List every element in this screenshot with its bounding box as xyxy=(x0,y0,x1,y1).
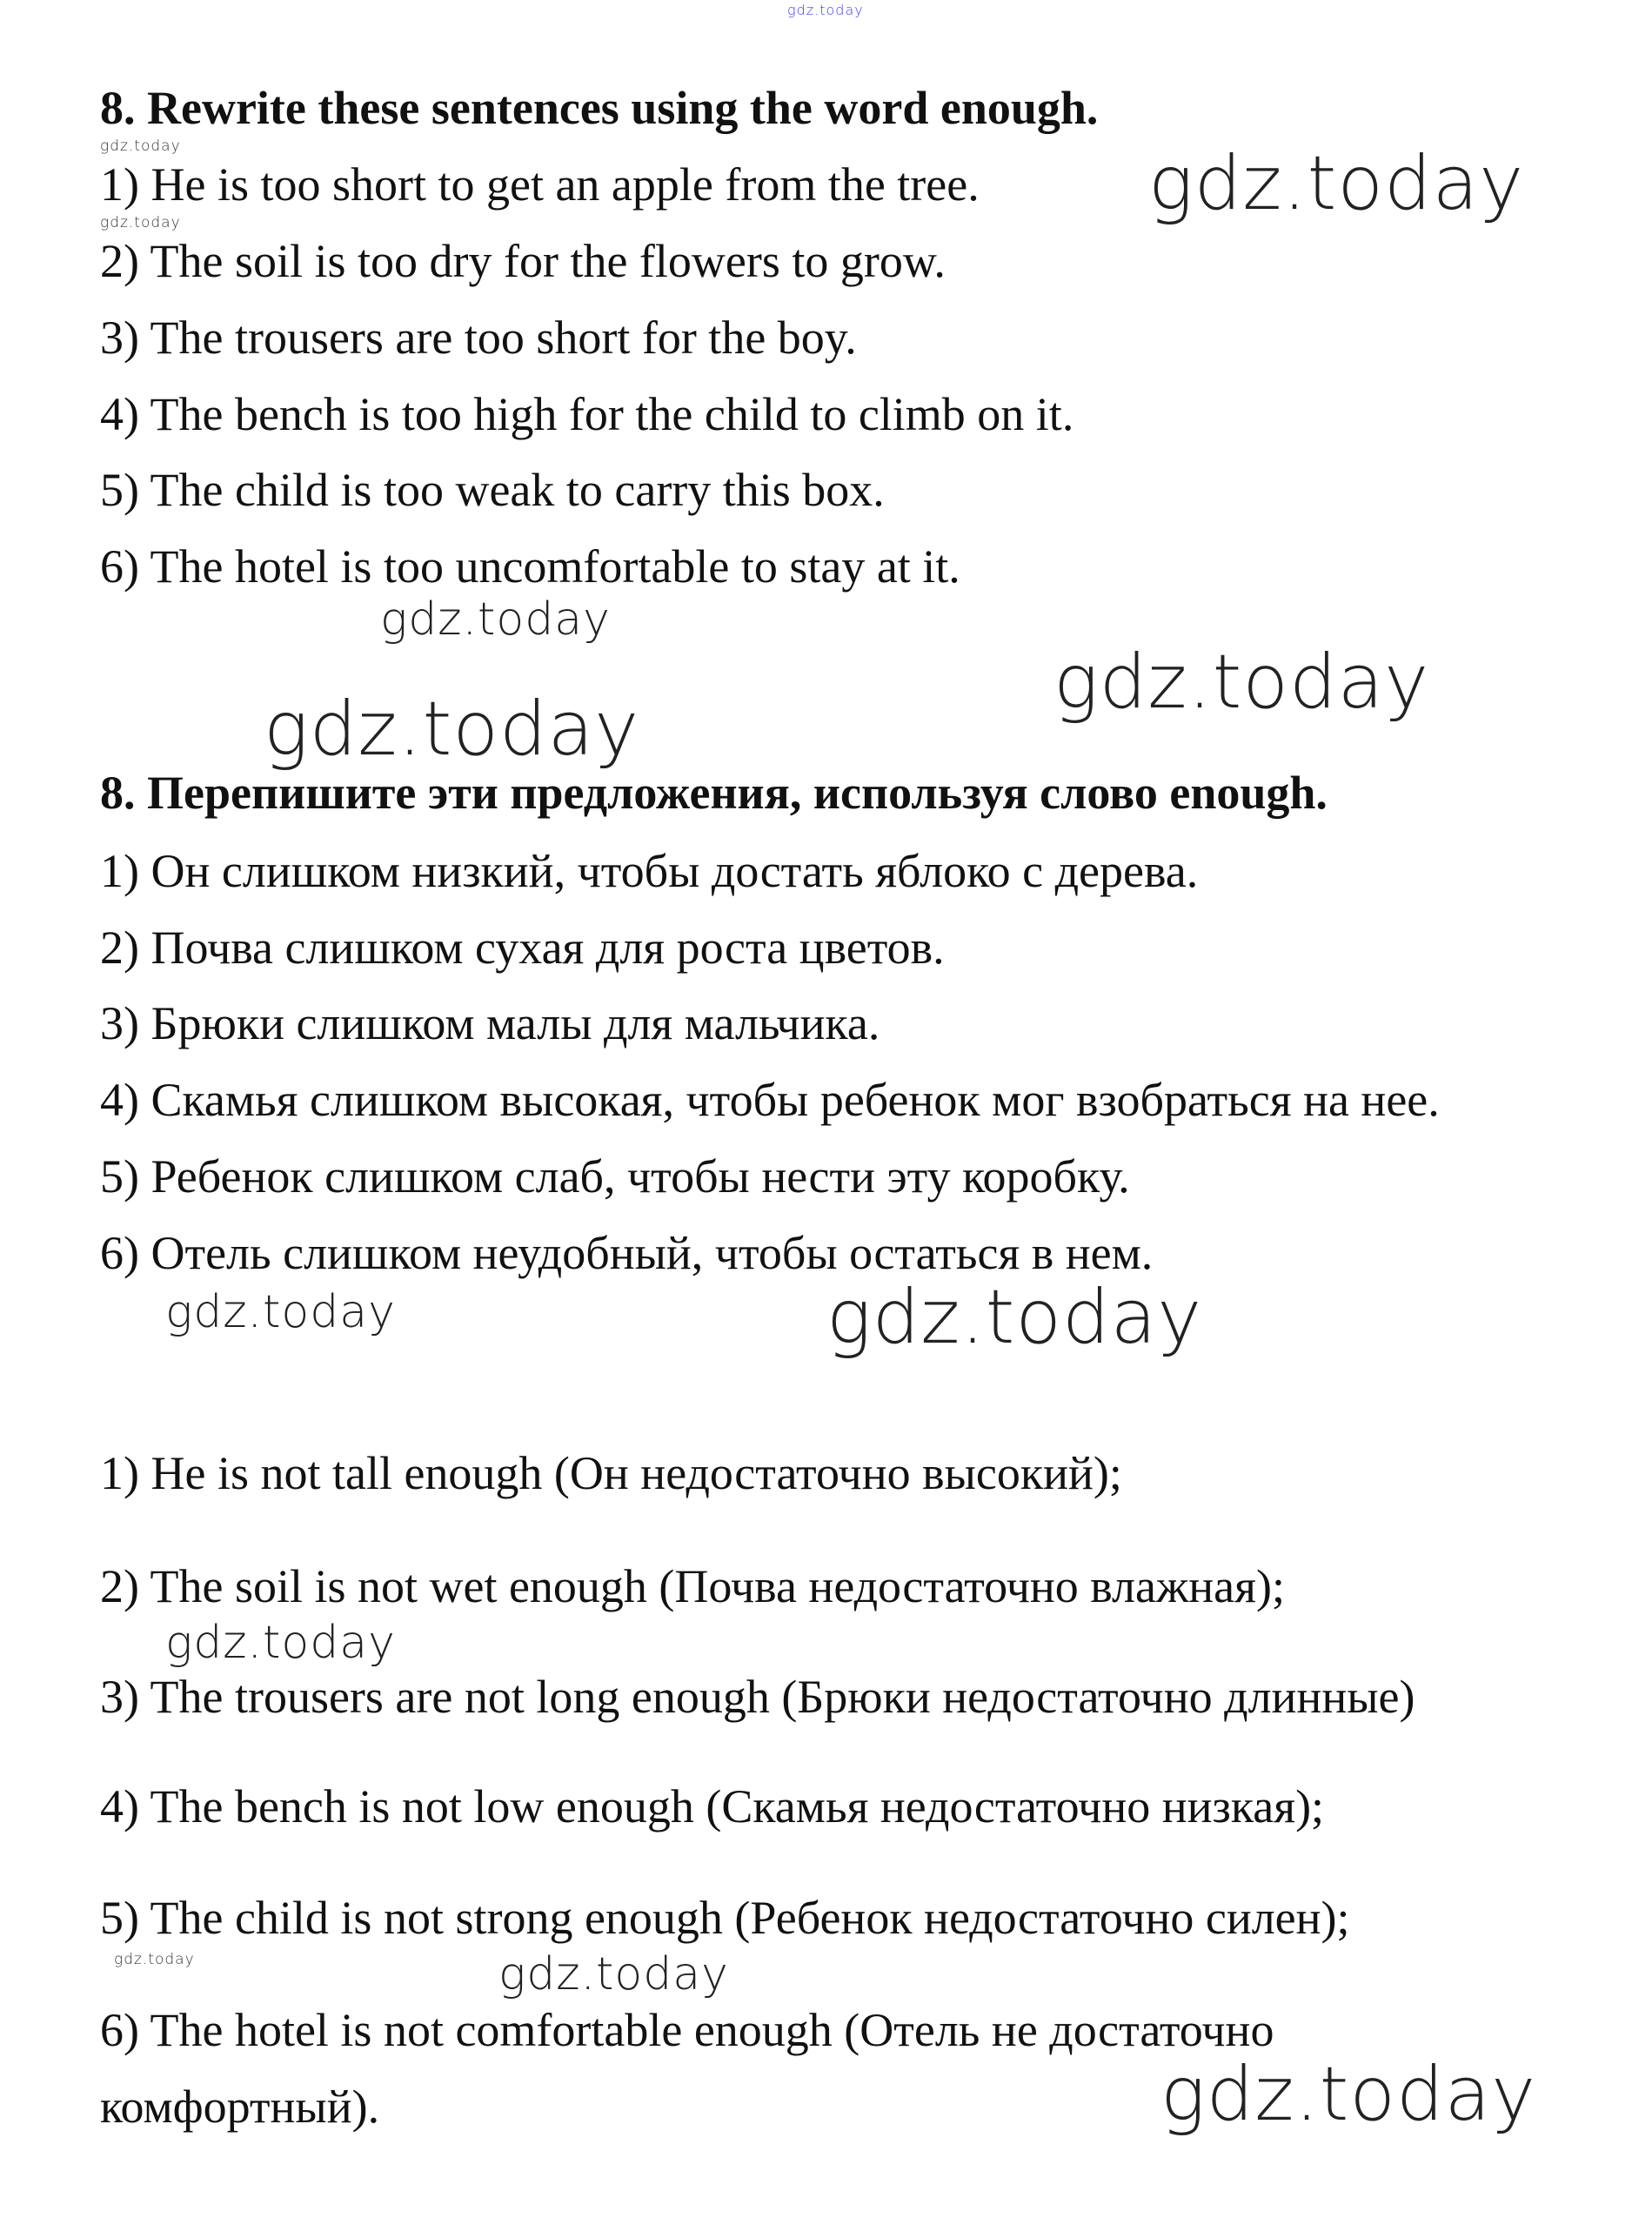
task-item-ru-1: 1) Он слишком низкий, чтобы достать яблоко с дерева. xyxy=(100,845,1199,897)
task-item-en-3: 3) The trousers are too short for the boy. xyxy=(100,312,857,364)
task-item-en-1: 1) He is too short to get an apple from the tree. xyxy=(100,158,980,211)
task-item-en-4: 4) The bench is too high for the child to climb on it. xyxy=(100,388,1074,440)
task-item-ru-5: 5) Ребенок слишком слаб, чтобы нести эту коробку. xyxy=(100,1150,1130,1203)
task-item-ru-6: 6) Отель слишком неудобный, чтобы остаться в нем. xyxy=(100,1227,1154,1279)
watermark: gdz.today xyxy=(1053,639,1430,726)
answer-6-continued: комфортный). xyxy=(100,2081,380,2133)
task-item-en-6: 6) The hotel is too uncomfortable to stay at it. xyxy=(100,540,960,593)
answer-5: 5) The child is not strong enough (Ребенок недостаточно силен); xyxy=(100,1892,1350,1944)
watermark: gdz.today xyxy=(1148,140,1525,227)
task-item-ru-4: 4) Скамья слишком высокая, чтобы ребенок мог взобраться на нее. xyxy=(100,1074,1440,1126)
watermark: gdz.today xyxy=(826,1274,1203,1361)
task-item-en-2: 2) The soil is too dry for the flowers to grow. xyxy=(100,235,946,287)
watermark: gdz.today xyxy=(165,1286,396,1338)
watermark: gdz.today xyxy=(264,686,640,773)
watermark: gdz.today xyxy=(100,214,181,231)
answer-4: 4) The bench is not low enough (Скамья недостаточно низкая); xyxy=(100,1780,1325,1833)
watermark: gdz.today xyxy=(787,2,864,18)
watermark: gdz.today xyxy=(100,137,181,155)
task-item-en-5: 5) The child is too weak to carry this box. xyxy=(100,464,885,516)
task-item-ru-3: 3) Брюки слишком малы для мальчика. xyxy=(100,997,880,1049)
watermark: gdz.today xyxy=(498,1948,729,2000)
task-heading-en: 8. Rewrite these sentences using the word enough. xyxy=(100,82,1099,134)
answer-2: 2) The soil is not wet enough (Почва недостаточно влажная); xyxy=(100,1560,1285,1612)
answer-3: 3) The trousers are not long enough (Брюки недостаточно длинные) xyxy=(100,1671,1415,1723)
task-item-ru-2: 2) Почва слишком сухая для роста цветов. xyxy=(100,921,945,974)
watermark: gdz.today xyxy=(165,1617,396,1669)
task-heading-ru: 8. Перепишите эти предложения, используя слово enough. xyxy=(100,767,1328,819)
watermark: gdz.today xyxy=(114,1951,195,1968)
answer-1: 1) He is not tall enough (Он недостаточно высокий); xyxy=(100,1447,1122,1499)
watermark: gdz.today xyxy=(1160,2051,1537,2138)
answer-6: 6) The hotel is not comfortable enough (Отель не достаточно xyxy=(100,2004,1274,2056)
watermark: gdz.today xyxy=(380,593,611,646)
